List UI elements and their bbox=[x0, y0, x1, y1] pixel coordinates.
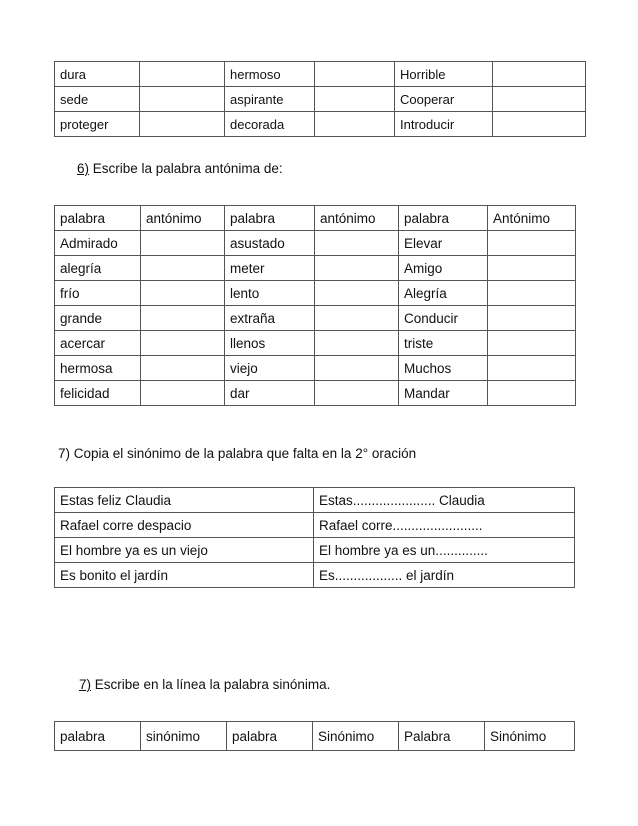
table-cell bbox=[488, 331, 576, 356]
table-cell bbox=[488, 256, 576, 281]
table-row bbox=[55, 281, 576, 306]
table-cell bbox=[488, 281, 576, 306]
table-row bbox=[55, 306, 576, 331]
section-7b-number: 7) bbox=[79, 677, 92, 692]
table-cell: dar bbox=[225, 381, 315, 406]
section-6-instruction: Escribe la palabra antónima de: bbox=[89, 161, 283, 176]
table-cell: acercar bbox=[55, 331, 141, 356]
table-cell: meter bbox=[225, 256, 315, 281]
table-cell bbox=[315, 87, 395, 112]
table-cell bbox=[493, 112, 586, 137]
column-header: palabra bbox=[225, 206, 315, 231]
table-cell bbox=[140, 87, 225, 112]
table-cell: llenos bbox=[225, 331, 315, 356]
table-cell bbox=[141, 231, 225, 256]
column-header: palabra bbox=[55, 206, 141, 231]
table-cell bbox=[315, 306, 399, 331]
table-row bbox=[55, 563, 575, 588]
table-cell: Conducir bbox=[399, 306, 488, 331]
table-cell: Horrible bbox=[395, 62, 493, 87]
table-cell: aspirante bbox=[225, 87, 315, 112]
table-row bbox=[55, 538, 575, 563]
table-cell: triste bbox=[399, 331, 488, 356]
table-cell bbox=[488, 381, 576, 406]
table-cell bbox=[488, 231, 576, 256]
column-header: Palabra bbox=[399, 722, 485, 751]
table-cell bbox=[141, 306, 225, 331]
table-row bbox=[55, 231, 576, 256]
table-cell: Cooperar bbox=[395, 87, 493, 112]
section-7b-heading bbox=[79, 677, 330, 692]
table-cell: frío bbox=[55, 281, 141, 306]
table-cell bbox=[141, 256, 225, 281]
table-cell bbox=[315, 331, 399, 356]
column-header: Sinónimo bbox=[485, 722, 575, 751]
column-header: palabra bbox=[227, 722, 313, 751]
table-row bbox=[55, 488, 575, 513]
column-header: antónimo bbox=[141, 206, 225, 231]
synonym-sentence-table bbox=[54, 487, 575, 588]
section-6-number: 6) bbox=[77, 161, 90, 176]
table-row bbox=[55, 112, 586, 137]
section-6-heading bbox=[77, 161, 283, 176]
table-cell: Admirado bbox=[55, 231, 141, 256]
table-cell: hermosa bbox=[55, 356, 141, 381]
table-cell bbox=[140, 112, 225, 137]
table-cell: Rafael corre........................ bbox=[314, 513, 575, 538]
table-cell: El hombre ya es un.............. bbox=[314, 538, 575, 563]
table-cell: proteger bbox=[55, 112, 140, 137]
section-7b-instruction: Escribe en la línea la palabra sinónima. bbox=[91, 677, 331, 692]
column-header: Antónimo bbox=[488, 206, 576, 231]
table-cell: viejo bbox=[225, 356, 315, 381]
table-cell bbox=[493, 62, 586, 87]
table-cell: alegría bbox=[55, 256, 141, 281]
table-cell: Amigo bbox=[399, 256, 488, 281]
top-word-table bbox=[54, 61, 586, 137]
table-header-row bbox=[55, 206, 576, 231]
table-cell bbox=[315, 356, 399, 381]
table-cell: Estas feliz Claudia bbox=[55, 488, 314, 513]
table-cell: decorada bbox=[225, 112, 315, 137]
table-row bbox=[55, 331, 576, 356]
table-cell bbox=[488, 356, 576, 381]
table-cell bbox=[141, 331, 225, 356]
table-cell: felicidad bbox=[55, 381, 141, 406]
column-header: Sinónimo bbox=[313, 722, 399, 751]
table-cell: hermoso bbox=[225, 62, 315, 87]
column-header: palabra bbox=[55, 722, 141, 751]
table-cell bbox=[315, 112, 395, 137]
table-cell: lento bbox=[225, 281, 315, 306]
column-header: sinónimo bbox=[141, 722, 227, 751]
table-cell bbox=[140, 62, 225, 87]
table-cell: Mandar bbox=[399, 381, 488, 406]
table-cell bbox=[315, 231, 399, 256]
table-cell bbox=[315, 256, 399, 281]
table-cell: asustado bbox=[225, 231, 315, 256]
table-cell bbox=[488, 306, 576, 331]
column-header: palabra bbox=[399, 206, 488, 231]
table-cell: Introducir bbox=[395, 112, 493, 137]
table-cell: El hombre ya es un viejo bbox=[55, 538, 314, 563]
table-row bbox=[55, 356, 576, 381]
table-cell: Alegría bbox=[399, 281, 488, 306]
table-cell bbox=[315, 281, 399, 306]
table-cell bbox=[315, 381, 399, 406]
table-row bbox=[55, 256, 576, 281]
table-row bbox=[55, 62, 586, 87]
table-cell: grande bbox=[55, 306, 141, 331]
table-cell: sede bbox=[55, 87, 140, 112]
table-cell: Muchos bbox=[399, 356, 488, 381]
table-cell bbox=[141, 381, 225, 406]
section-7a-heading: 7) Copia el sinónimo de la palabra que falta en la 2° oración bbox=[58, 446, 417, 461]
table-cell: dura bbox=[55, 62, 140, 87]
synonym-table bbox=[54, 721, 575, 751]
table-cell bbox=[493, 87, 586, 112]
table-cell: Rafael corre despacio bbox=[55, 513, 314, 538]
table-cell: Elevar bbox=[399, 231, 488, 256]
table-cell: Es bonito el jardín bbox=[55, 563, 314, 588]
antonym-table bbox=[54, 205, 576, 406]
table-cell bbox=[315, 62, 395, 87]
table-row bbox=[55, 381, 576, 406]
column-header: antónimo bbox=[315, 206, 399, 231]
table-header-row bbox=[55, 722, 575, 751]
table-row bbox=[55, 87, 586, 112]
table-cell bbox=[141, 356, 225, 381]
table-row bbox=[55, 513, 575, 538]
table-cell: Estas...................... Claudia bbox=[314, 488, 575, 513]
table-cell: extraña bbox=[225, 306, 315, 331]
table-cell: Es.................. el jardín bbox=[314, 563, 575, 588]
table-cell bbox=[141, 281, 225, 306]
